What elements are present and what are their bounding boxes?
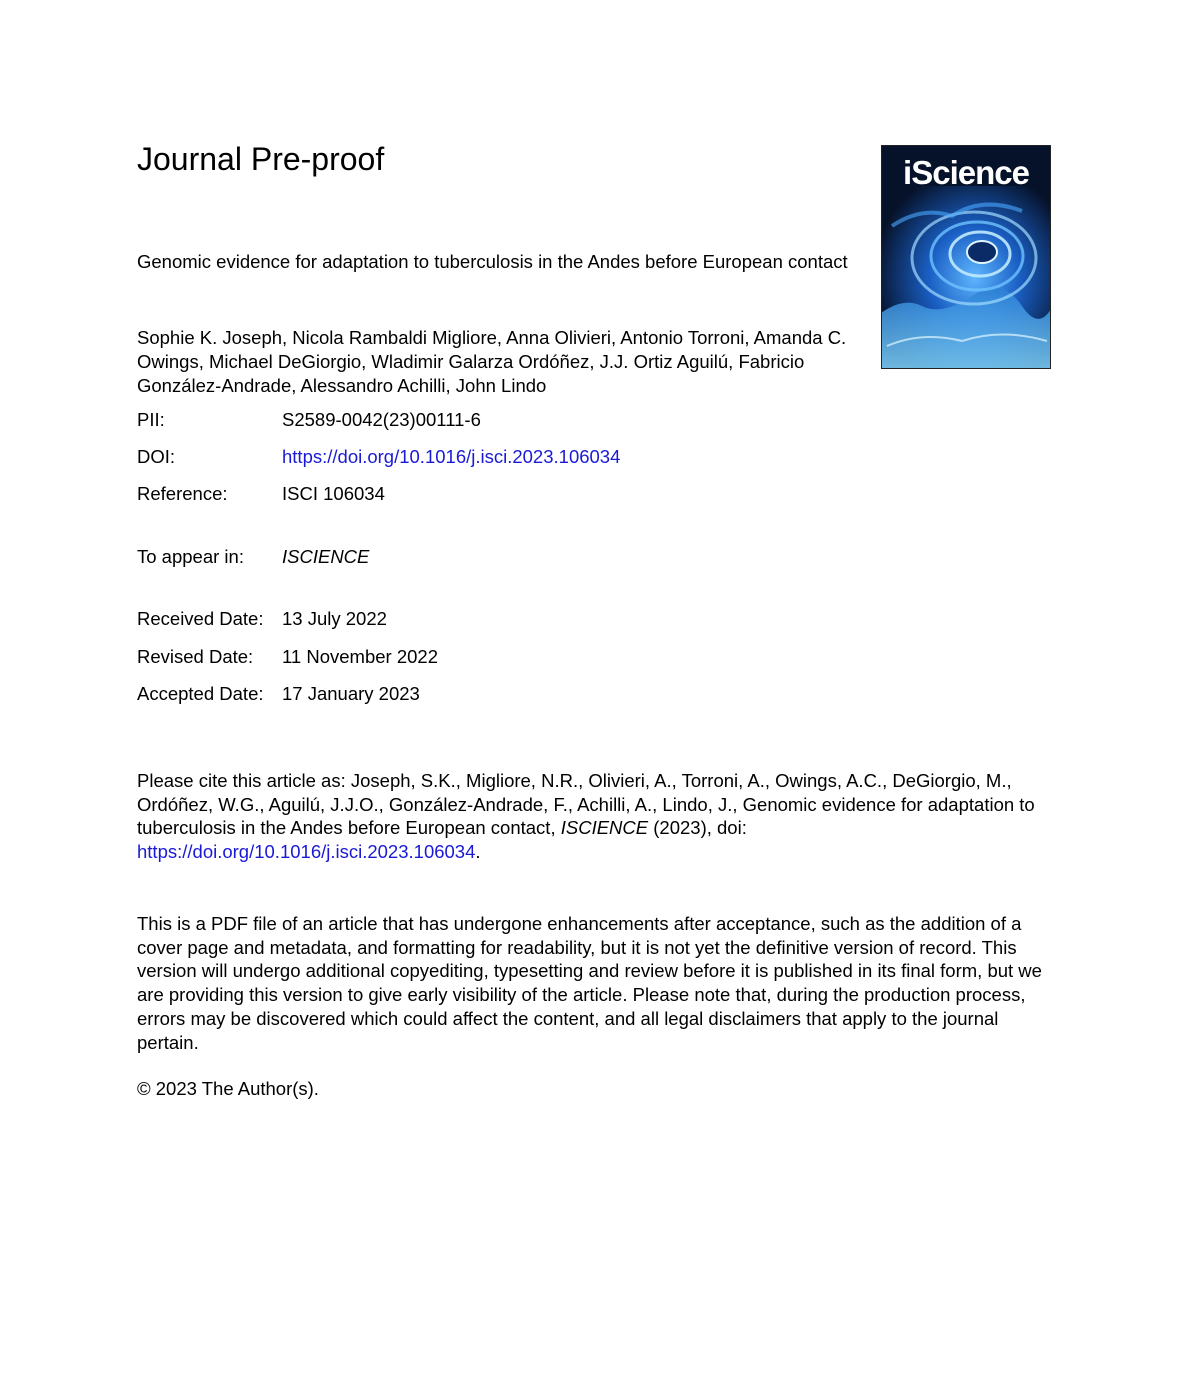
article-title: Genomic evidence for adaptation to tuberculosis in the Andes before European contact	[137, 251, 848, 272]
revised-date-value: 11 November 2022	[282, 646, 438, 667]
received-date-value: 13 July 2022	[282, 608, 387, 629]
author-list: Sophie K. Joseph, Nicola Rambaldi Migliore, Anna Olivieri, Antonio Torroni, Amanda C. Owings, Michael DeGiorgio, Wladimir Galarza Ordóñez, J.J. Ortiz Aguilú, Fabricio González-Andrade, Alessandro Achilli, John Lindo	[137, 327, 847, 396]
pii-label: PII:	[137, 409, 165, 430]
citation-year-doi: (2023), doi:	[648, 817, 747, 839]
citation-journal: ISCIENCE	[560, 817, 649, 839]
reference-label: Reference:	[137, 483, 228, 504]
reference-value: ISCI 106034	[282, 483, 385, 504]
doi-link[interactable]: https://doi.org/10.1016/j.isci.2023.106034	[282, 446, 621, 467]
accepted-date-label: Accepted Date:	[137, 683, 264, 704]
citation-text: Please cite this article as: Joseph, S.K., Migliore, N.R., Olivieri, A., Torroni, A., Owings, A.C., DeGiorgio, M., Ordóñez, W.G., Aguilú, J.J.O., González-Andrade, F., Achilli, A., Lindo, J., Genomic evidence for adaptation to tuberculosis in the Andes before European contact,	[137, 770, 1035, 839]
cover-journal-title: iScience	[903, 154, 1029, 191]
received-date-label: Received Date:	[137, 608, 264, 629]
copyright-notice: © 2023 The Author(s).	[137, 1078, 319, 1099]
citation-paragraph	[137, 769, 1042, 864]
journal-pre-proof-label: Journal Pre-proof	[137, 141, 385, 177]
citation-doi-link[interactable]: https://doi.org/10.1016/j.isci.2023.106034	[137, 841, 476, 863]
journal-cover	[881, 145, 1051, 369]
revised-date-label: Revised Date:	[137, 646, 254, 667]
accepted-date-value: 17 January 2023	[282, 683, 420, 704]
disclaimer-paragraph: This is a PDF file of an article that has undergone enhancements after acceptance, such as the addition of a cover page and metadata, and formatting for readability, but it is not yet the definitive version of record. This version will undergo additional copyediting, typesetting and review before it is published in its final form, but we are providing this version to give early visibility of the article. Please note that, during the production process, errors may be discovered which could affect the content, and all legal disclaimers that apply to the journal pertain.	[137, 913, 1042, 1053]
doi-label: DOI:	[137, 446, 176, 467]
to-appear-journal: ISCIENCE	[282, 546, 370, 567]
pii-value: S2589-0042(23)00111-6	[282, 409, 481, 430]
to-appear-label: To appear in:	[137, 546, 244, 567]
citation-end: .	[475, 841, 481, 863]
